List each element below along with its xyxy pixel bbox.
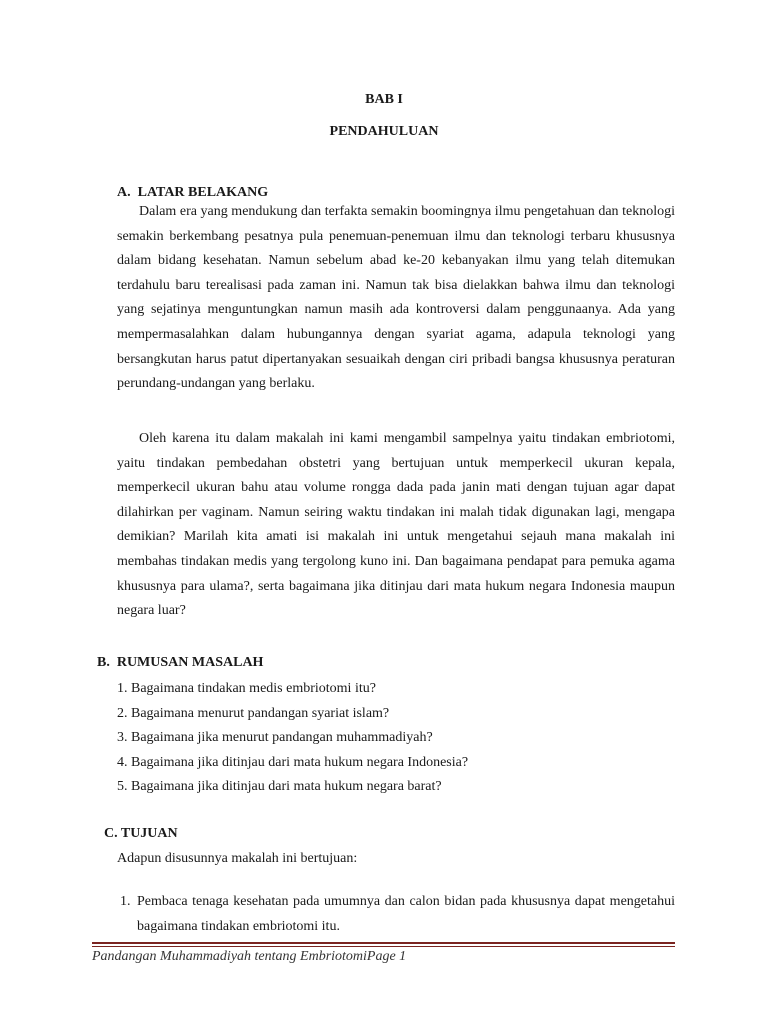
section-c-heading: C. TUJUAN bbox=[104, 826, 178, 841]
chapter-number: BAB I bbox=[365, 92, 403, 107]
problem-list bbox=[117, 677, 677, 800]
chapter-title: PENDAHULUAN bbox=[329, 124, 439, 139]
list-item: 3. Bagaimana jika menurut pandangan muhammadiyah? bbox=[117, 730, 433, 746]
purpose-intro: Adapun disusunnya makalah ini bertujuan: bbox=[117, 851, 358, 866]
background-paragraph-1 bbox=[117, 200, 675, 397]
page-footer: Pandangan Muhammadiyah tentang EmbriotomiPage 1 bbox=[92, 949, 407, 964]
purpose-item-text: Pembaca tenaga kesehatan pada umumnya dan calon bidan pada khususnya dapat mengetahui bagaimana tindakan embriotomi itu. bbox=[137, 894, 675, 934]
section-a-heading: A. LATAR BELAKANG bbox=[117, 185, 269, 200]
list-item: 1. Bagaimana tindakan medis embriotomi itu? bbox=[117, 681, 376, 696]
purpose-item-number: 1. bbox=[120, 894, 131, 909]
footer-rule-thin bbox=[92, 946, 675, 947]
section-b-heading: B. RUMUSAN MASALAH bbox=[97, 655, 264, 670]
footer-rule-thick bbox=[92, 942, 675, 944]
purpose-item-1 bbox=[117, 890, 675, 939]
background-paragraph-2 bbox=[117, 427, 675, 624]
background-paragraph-2-text: Oleh karena itu dalam makalah ini kami mengambil sampelnya yaitu tindakan embriotomi, yaitu tindakan pembedahan obstetri yang bertujuan untuk memperkecil ukuran kepala, memperkecil ukuran bahu atau volume rongga dada pada janin mati dengan tujuan agar dapat dilahirkan per vaginam. Namun seiring waktu tindakan ini malah tidak digunakan lagi, mengapa demikian? Marilah kita amati isi makalah ini untuk mengetahui sejauh mana makalah ini membahas tindakan medis yang tergolong kuno ini. Dan bagaimana pendapat para pemuka agama khususnya para ulama?, serta bagaimana jika ditinjau dari mata hukum negara Indonesia maupun negara luar? bbox=[117, 431, 675, 619]
background-paragraph-1-text: Dalam era yang mendukung dan terfakta semakin boomingnya ilmu pengetahuan dan teknologi semakin berkembang pesatnya pula penemuan-penemuan ilmu dan teknologi terbaru khususnya dalam bidang kesehatan. Namun sebelum abad ke-20 kebanyakan ilmu yang telah ditemukan terdahulu baru terealisasi pada zaman ini. Namun tak bisa dielakkan bahwa ilmu dan teknologi yang sejatinya menguntungkan namun masih ada kontroversi dalam penggunaanya. Ada yang mempermasalahkan dalam hubungannya dengan syariat agama, adapula teknologi yang bersangkutan harus patut dipertanyakan sesuaikah dengan ciri pribadi bangsa khususnya peraturan perundang-undangan yang berlaku. bbox=[117, 204, 675, 392]
list-item: 4. Bagaimana jika ditinjau dari mata hukum negara Indonesia? bbox=[117, 754, 469, 770]
list-item: 2. Bagaimana menurut pandangan syariat islam? bbox=[117, 705, 390, 721]
list-item: 5. Bagaimana jika ditinjau dari mata hukum negara barat? bbox=[117, 779, 442, 795]
